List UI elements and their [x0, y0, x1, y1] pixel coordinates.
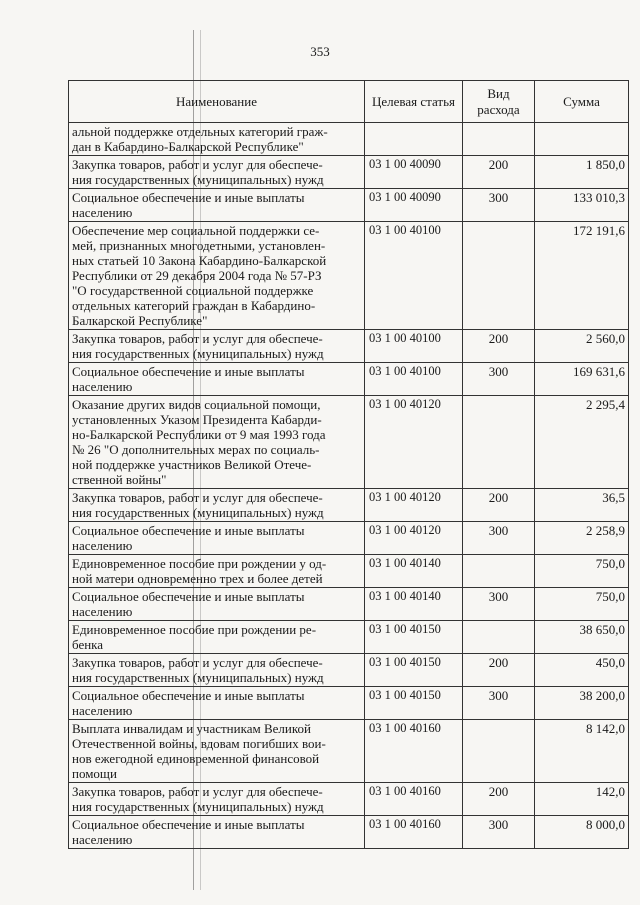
row-sum-cell: [535, 123, 629, 156]
row-type-cell: 200: [463, 783, 535, 816]
table-row: [69, 555, 629, 588]
table-row: [69, 123, 629, 156]
row-name-cell: Единовременное пособие при рождении ре- бенка: [69, 621, 365, 654]
row-code-cell: 03 1 00 40160: [365, 816, 463, 849]
row-name-cell: Социальное обеспечение и иные выплаты населению: [69, 189, 365, 222]
row-code-cell: 03 1 00 40120: [365, 522, 463, 555]
row-code-cell: 03 1 00 40100: [365, 363, 463, 396]
row-type-cell: 200: [463, 156, 535, 189]
row-name-cell: Обеспечение мер социальной поддержки се- мей, признанных многодетными, установлен- ных статьей 10 Закона Кабардино-Балкарской Республики от 29 декабря 2004 года № 57-РЗ "О государственной социальной поддержке отдельных категорий граждан в Кабардино- Балкарской Республике": [69, 222, 365, 330]
column-header-name: Наименование: [69, 81, 365, 123]
row-code-cell: 03 1 00 40140: [365, 588, 463, 621]
table-row: [69, 654, 629, 687]
budget-table: [68, 80, 629, 849]
row-name-cell: Закупка товаров, работ и услуг для обеспече- ния государственных (муниципальных) нужд: [69, 330, 365, 363]
row-name-cell: Оказание других видов социальной помощи, установленных Указом Президента Кабарди- но-Балкарской Республики от 9 мая 1993 года № 26 "О дополнительных мерах по социаль- ной поддержке участников Великой Отече- ственной войны": [69, 396, 365, 489]
row-code-cell: 03 1 00 40160: [365, 783, 463, 816]
row-name-cell: альной поддержке отдельных категорий граж- дан в Кабардино-Балкарской Республике": [69, 123, 365, 156]
row-code-cell: 03 1 00 40150: [365, 654, 463, 687]
row-name-cell: Закупка товаров, работ и услуг для обеспече- ния государственных (муниципальных) нужд: [69, 489, 365, 522]
table-row: [69, 330, 629, 363]
table-row: [69, 522, 629, 555]
row-type-cell: [463, 621, 535, 654]
row-code-cell: 03 1 00 40160: [365, 720, 463, 783]
table-row: [69, 222, 629, 330]
row-code-cell: 03 1 00 40140: [365, 555, 463, 588]
row-sum-cell: 750,0: [535, 588, 629, 621]
table-row: [69, 816, 629, 849]
table-row: [69, 156, 629, 189]
row-code-cell: 03 1 00 40150: [365, 687, 463, 720]
row-sum-cell: 2 258,9: [535, 522, 629, 555]
row-name-cell: Социальное обеспечение и иные выплаты населению: [69, 363, 365, 396]
column-header-type: Вид расхода: [463, 81, 535, 123]
row-name-cell: Закупка товаров, работ и услуг для обеспече- ния государственных (муниципальных) нужд: [69, 783, 365, 816]
table-row: [69, 363, 629, 396]
row-code-cell: [365, 123, 463, 156]
row-code-cell: 03 1 00 40100: [365, 330, 463, 363]
table-row: [69, 687, 629, 720]
row-name-cell: Выплата инвалидам и участникам Великой Отечественной войны, вдовам погибших вои- нов ежегодной единовременной финансовой помощи: [69, 720, 365, 783]
row-type-cell: 300: [463, 363, 535, 396]
row-name-cell: Социальное обеспечение и иные выплаты населению: [69, 816, 365, 849]
row-sum-cell: 172 191,6: [535, 222, 629, 330]
row-sum-cell: 450,0: [535, 654, 629, 687]
table-row: [69, 783, 629, 816]
row-type-cell: [463, 222, 535, 330]
row-name-cell: Социальное обеспечение и иные выплаты населению: [69, 588, 365, 621]
row-sum-cell: 142,0: [535, 783, 629, 816]
row-type-cell: 300: [463, 189, 535, 222]
row-type-cell: 200: [463, 654, 535, 687]
row-sum-cell: 169 631,6: [535, 363, 629, 396]
table-row: [69, 189, 629, 222]
row-name-cell: Единовременное пособие при рождении у од- ной матери одновременно трех и более детей: [69, 555, 365, 588]
row-type-cell: 300: [463, 687, 535, 720]
row-code-cell: 03 1 00 40150: [365, 621, 463, 654]
table-row: [69, 588, 629, 621]
row-type-cell: [463, 720, 535, 783]
row-code-cell: 03 1 00 40090: [365, 189, 463, 222]
row-type-cell: 300: [463, 522, 535, 555]
row-sum-cell: 36,5: [535, 489, 629, 522]
row-sum-cell: 133 010,3: [535, 189, 629, 222]
row-sum-cell: 38 200,0: [535, 687, 629, 720]
table-row: [69, 396, 629, 489]
row-code-cell: 03 1 00 40090: [365, 156, 463, 189]
row-type-cell: [463, 555, 535, 588]
table-row: [69, 621, 629, 654]
column-header-code: Целевая статья: [365, 81, 463, 123]
row-type-cell: 200: [463, 330, 535, 363]
row-code-cell: 03 1 00 40120: [365, 396, 463, 489]
row-sum-cell: 2 560,0: [535, 330, 629, 363]
row-code-cell: 03 1 00 40100: [365, 222, 463, 330]
row-code-cell: 03 1 00 40120: [365, 489, 463, 522]
page-number: 353: [310, 44, 330, 59]
row-type-cell: [463, 123, 535, 156]
row-type-cell: 300: [463, 816, 535, 849]
row-name-cell: Закупка товаров, работ и услуг для обеспече- ния государственных (муниципальных) нужд: [69, 654, 365, 687]
row-type-cell: [463, 396, 535, 489]
row-sum-cell: 8 142,0: [535, 720, 629, 783]
row-name-cell: Закупка товаров, работ и услуг для обеспече- ния государственных (муниципальных) нужд: [69, 156, 365, 189]
column-header-sum: Сумма: [535, 81, 629, 123]
table-row: [69, 720, 629, 783]
table-row: [69, 489, 629, 522]
row-sum-cell: 1 850,0: [535, 156, 629, 189]
row-type-cell: 300: [463, 588, 535, 621]
table-header-row: [69, 81, 629, 123]
row-sum-cell: 38 650,0: [535, 621, 629, 654]
row-sum-cell: 2 295,4: [535, 396, 629, 489]
row-name-cell: Социальное обеспечение и иные выплаты населению: [69, 522, 365, 555]
row-type-cell: 200: [463, 489, 535, 522]
row-sum-cell: 750,0: [535, 555, 629, 588]
row-sum-cell: 8 000,0: [535, 816, 629, 849]
row-name-cell: Социальное обеспечение и иные выплаты населению: [69, 687, 365, 720]
